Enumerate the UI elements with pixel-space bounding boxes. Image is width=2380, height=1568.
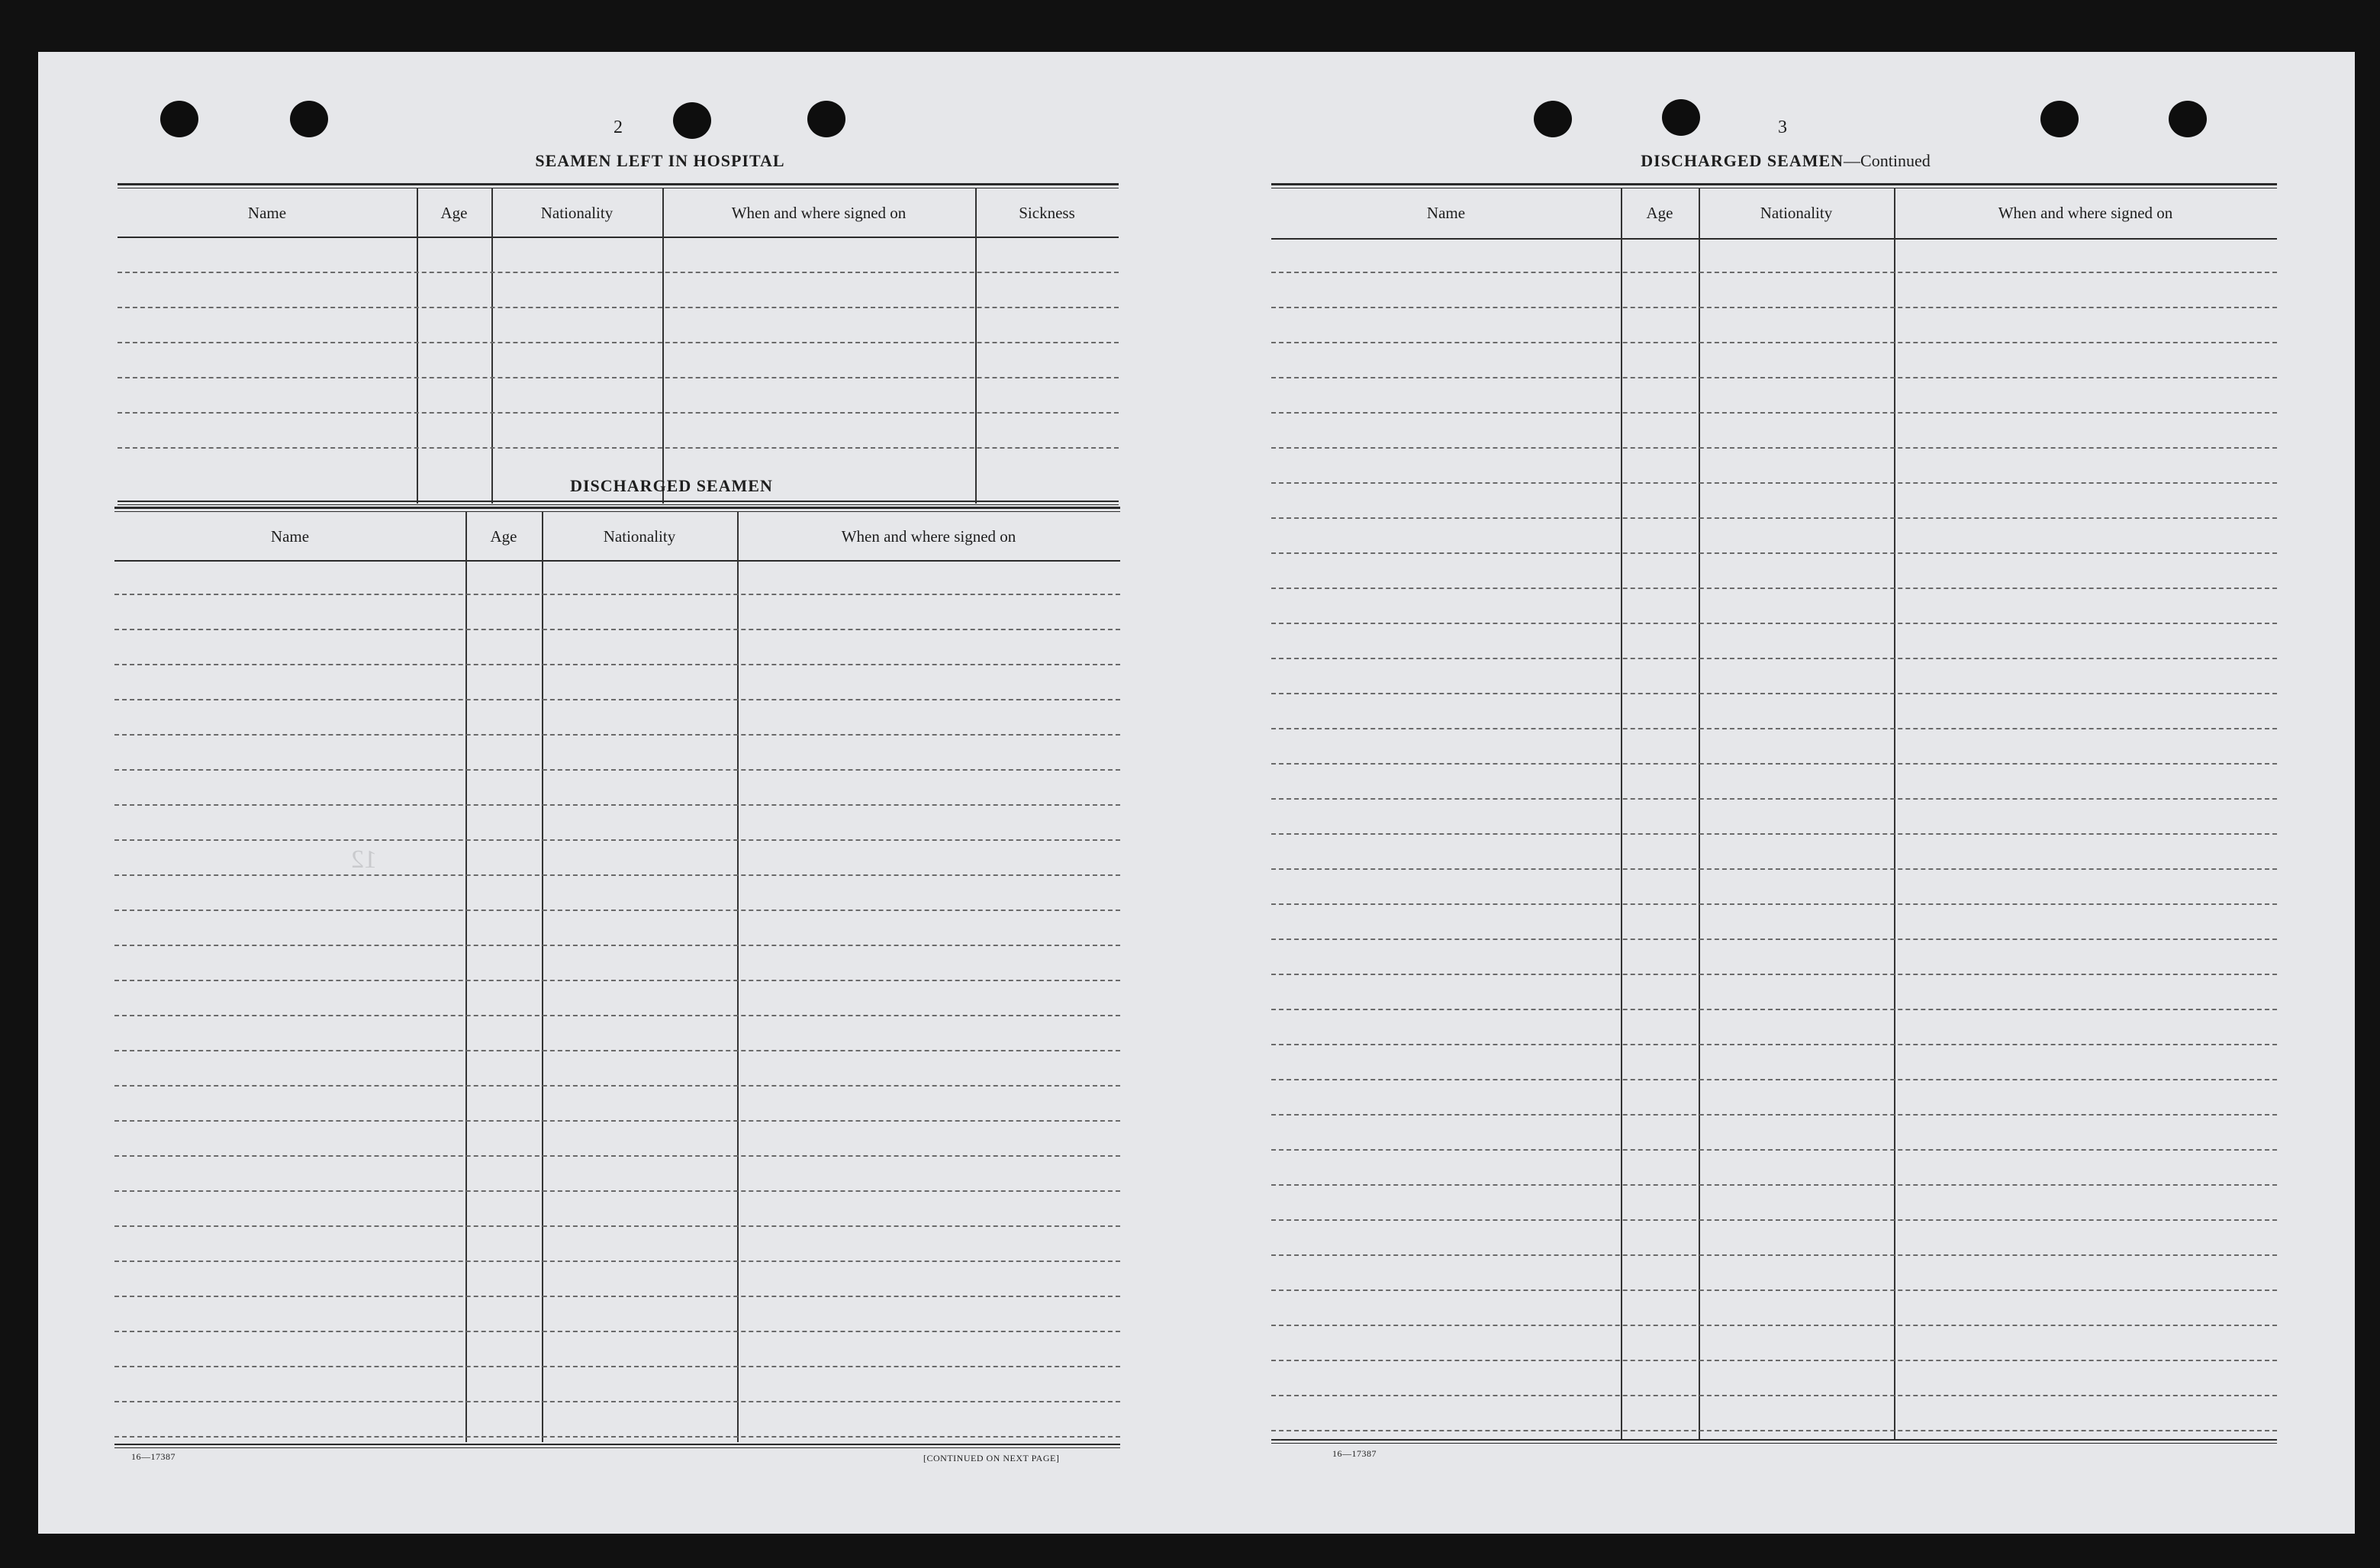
ruled-row-line — [114, 1155, 1120, 1157]
ruled-row-line — [1271, 1114, 2277, 1116]
ruled-row-line — [114, 910, 1120, 911]
ruled-row-line — [1271, 903, 2277, 905]
ruled-row-line — [114, 1366, 1120, 1367]
ruled-row-line — [114, 664, 1120, 665]
ruled-row-line — [1271, 342, 2277, 343]
faint-show-through-mark: 12 — [351, 845, 377, 874]
ruled-row-line — [1271, 728, 2277, 729]
column-header-age: Age — [440, 203, 468, 222]
ruled-row-line — [114, 734, 1120, 736]
ruled-row-line — [1271, 623, 2277, 624]
discharged-continued-title — [1534, 151, 2037, 171]
column-header-name: Name — [270, 526, 310, 546]
column-header-age: Age — [490, 526, 517, 546]
ruled-row-line — [1271, 588, 2277, 589]
right-page — [1183, 52, 2355, 1534]
ruled-row-line — [114, 874, 1120, 876]
ledger-sheet — [38, 52, 2355, 1534]
hospital-section-title: SEAMEN LEFT IN HOSPITAL — [535, 151, 785, 170]
ruled-row-line — [114, 1331, 1120, 1332]
ruled-row-line — [114, 839, 1120, 841]
page-number: 2 — [614, 118, 623, 137]
column-header-signed-on: When and where signed on — [731, 203, 907, 222]
column-header-signed-on: When and where signed on — [1998, 203, 2173, 222]
ruled-row-line — [114, 769, 1120, 771]
form-number: 16—17387 — [1332, 1448, 1377, 1459]
form-number: 16—17387 — [131, 1451, 176, 1462]
ruled-row-line — [118, 377, 1119, 378]
column-header-sickness: Sickness — [1019, 203, 1075, 222]
ruled-row-line — [114, 1015, 1120, 1016]
ruled-row-line — [114, 699, 1120, 700]
column-header-nationality: Nationality — [1760, 203, 1833, 222]
ruled-row-line — [1271, 1009, 2277, 1010]
ruled-row-line — [114, 1085, 1120, 1087]
ruled-row-line — [114, 945, 1120, 946]
ruled-row-line — [1271, 1079, 2277, 1080]
column-header-nationality: Nationality — [540, 203, 614, 222]
ruled-row-line — [1271, 798, 2277, 800]
ruled-row-line — [118, 447, 1119, 449]
column-header-age: Age — [1646, 203, 1673, 222]
ruled-row-line — [1271, 412, 2277, 414]
ruled-row-line — [1271, 482, 2277, 484]
ruled-row-line — [1271, 1149, 2277, 1151]
ruled-row-line — [118, 307, 1119, 308]
ruled-row-line — [114, 1261, 1120, 1262]
ruled-row-line — [118, 272, 1119, 273]
discharged-section-title: DISCHARGED SEAMEN — [570, 476, 773, 495]
ruled-row-line — [1271, 939, 2277, 940]
ruled-row-line — [1271, 1325, 2277, 1326]
ruled-row-line — [118, 412, 1119, 414]
column-header-name: Name — [1426, 203, 1466, 222]
ruled-row-line — [114, 1225, 1120, 1227]
column-header-nationality: Nationality — [603, 526, 676, 546]
ruled-row-line — [1271, 272, 2277, 273]
continued-note: [CONTINUED ON NEXT PAGE] — [923, 1453, 1060, 1463]
ruled-row-line — [1271, 377, 2277, 378]
ruled-row-line — [1271, 868, 2277, 870]
ruled-row-line — [1271, 1184, 2277, 1186]
ruled-row-line — [114, 1296, 1120, 1297]
ruled-row-line — [1271, 447, 2277, 449]
ruled-row-line — [114, 1190, 1120, 1192]
continued-suffix: —Continued — [1844, 151, 1931, 170]
discharged-title-text: DISCHARGED SEAMEN — [1641, 151, 1844, 170]
ruled-row-line — [1271, 833, 2277, 835]
discharged-table-right — [1271, 183, 2277, 1496]
discharged-table-left — [114, 507, 1120, 1499]
ruled-row-line — [1271, 552, 2277, 554]
ruled-row-line — [1271, 1360, 2277, 1361]
ruled-row-line — [118, 342, 1119, 343]
column-header-name: Name — [247, 203, 287, 222]
ruled-row-line — [114, 594, 1120, 595]
ruled-row-line — [114, 1120, 1120, 1122]
ruled-row-line — [1271, 658, 2277, 659]
column-header-signed-on: When and where signed on — [841, 526, 1016, 546]
ruled-row-line — [114, 1401, 1120, 1402]
ruled-row-line — [114, 980, 1120, 981]
ruled-row-line — [1271, 1044, 2277, 1045]
hospital-table — [118, 183, 1119, 508]
ruled-row-line — [114, 804, 1120, 806]
ruled-row-line — [1271, 1254, 2277, 1256]
ruled-row-line — [1271, 974, 2277, 975]
ruled-row-line — [1271, 1430, 2277, 1431]
page-number: 3 — [1778, 118, 1787, 137]
ruled-row-line — [1271, 763, 2277, 765]
ruled-row-line — [1271, 1289, 2277, 1291]
ruled-row-line — [1271, 307, 2277, 308]
ruled-row-line — [1271, 1219, 2277, 1221]
ruled-row-line — [1271, 1395, 2277, 1396]
ruled-row-line — [114, 1436, 1120, 1438]
ruled-row-line — [114, 629, 1120, 630]
left-page — [38, 52, 1183, 1534]
ruled-row-line — [1271, 517, 2277, 519]
ruled-row-line — [1271, 693, 2277, 694]
ruled-row-line — [114, 1050, 1120, 1051]
